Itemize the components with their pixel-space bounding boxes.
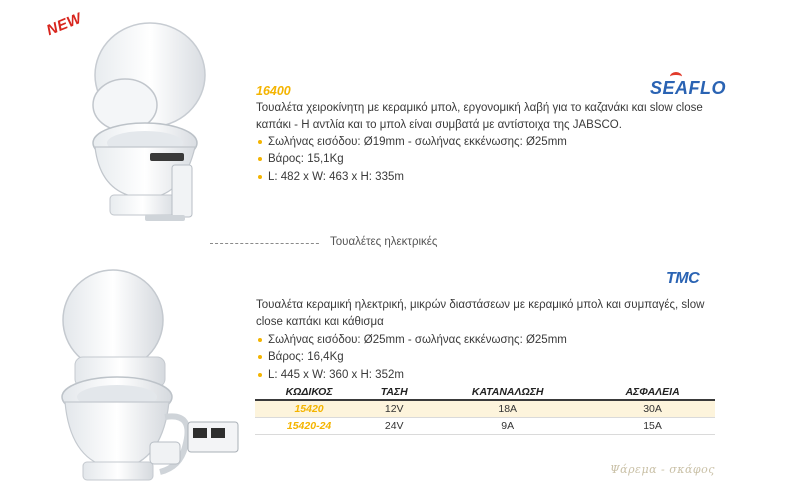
bullet-dot-icon: [258, 338, 262, 342]
table-cell: 12V: [363, 400, 425, 418]
bullet-dot-icon: [258, 157, 262, 161]
watermark: Ψάρεμα - σκάφος: [610, 463, 715, 476]
toilet-lid: [63, 270, 163, 370]
bullet-dot-icon: [258, 140, 262, 144]
spec-item: L: 445 x W: 360 x H: 352m: [256, 366, 567, 384]
seaflo-logo: SEAFLO: [650, 78, 727, 98]
product1-specs: [256, 133, 567, 186]
table-cell: 30A: [590, 400, 715, 418]
product-code-16400: 16400: [256, 84, 291, 98]
new-badge: NEW: [44, 9, 85, 40]
table-row: [255, 400, 715, 418]
spec-item: Βάρος: 15,1Kg: [256, 151, 567, 169]
electric-toilet-image: [55, 262, 250, 487]
product2-specs: [256, 331, 567, 384]
header-code: ΚΩΔΙΚΟΣ: [255, 385, 363, 400]
product2-description: Τουαλέτα κεραμική ηλεκτρική, μικρών διαστάσεων με κεραμικό μπολ και συμπαγές, slow close καπάκι και κάθισμα: [256, 299, 705, 328]
header-voltage: ΤΑΣΗ: [363, 385, 425, 400]
table-cell: 15420: [255, 400, 363, 418]
table-cell: 24V: [363, 418, 425, 435]
pump-handle: [150, 153, 184, 161]
table-cell: 15420-24: [255, 418, 363, 435]
tmc-logo: TMC: [666, 270, 700, 287]
bullet-dot-icon: [258, 355, 262, 359]
header-consumption: ΚΑΤΑΝΑΛΩΣΗ: [425, 385, 590, 400]
spec-item: Σωλήνας εισόδου: Ø25mm - σωλήνας εκκένωσης: Ø25mm: [256, 331, 567, 349]
bullet-dot-icon: [258, 373, 262, 377]
table-cell: 15A: [590, 418, 715, 435]
table-cell: 9A: [425, 418, 590, 435]
table-row: [255, 418, 715, 435]
spec-item: Βάρος: 16,4Kg: [256, 349, 567, 367]
product1-description: Τουαλέτα χειροκίνητη με κεραμικό μπολ, εργονομική λαβή για το καζανάκι και slow close καπάκι - Η αντλία και το μπολ είναι συμβατά με αντίστοιχα της JABSCO.: [256, 102, 703, 131]
spec-item: Σωλήνας εισόδου: Ø19mm - σωλήνας εκκένωσης: Ø25mm: [256, 133, 567, 151]
bullet-dot-icon: [258, 175, 262, 179]
header-fuse: ΑΣΦΑΛΕΙΑ: [590, 385, 715, 400]
table-cell: 18A: [425, 400, 590, 418]
spec-item: L: 482 x W: 463 x H: 335m: [256, 168, 567, 186]
table-header-row: [255, 385, 715, 400]
manual-toilet-image: [80, 15, 220, 225]
spec-table: [255, 385, 715, 435]
section-title: Τουαλέτες ηλεκτρικές: [320, 236, 447, 248]
